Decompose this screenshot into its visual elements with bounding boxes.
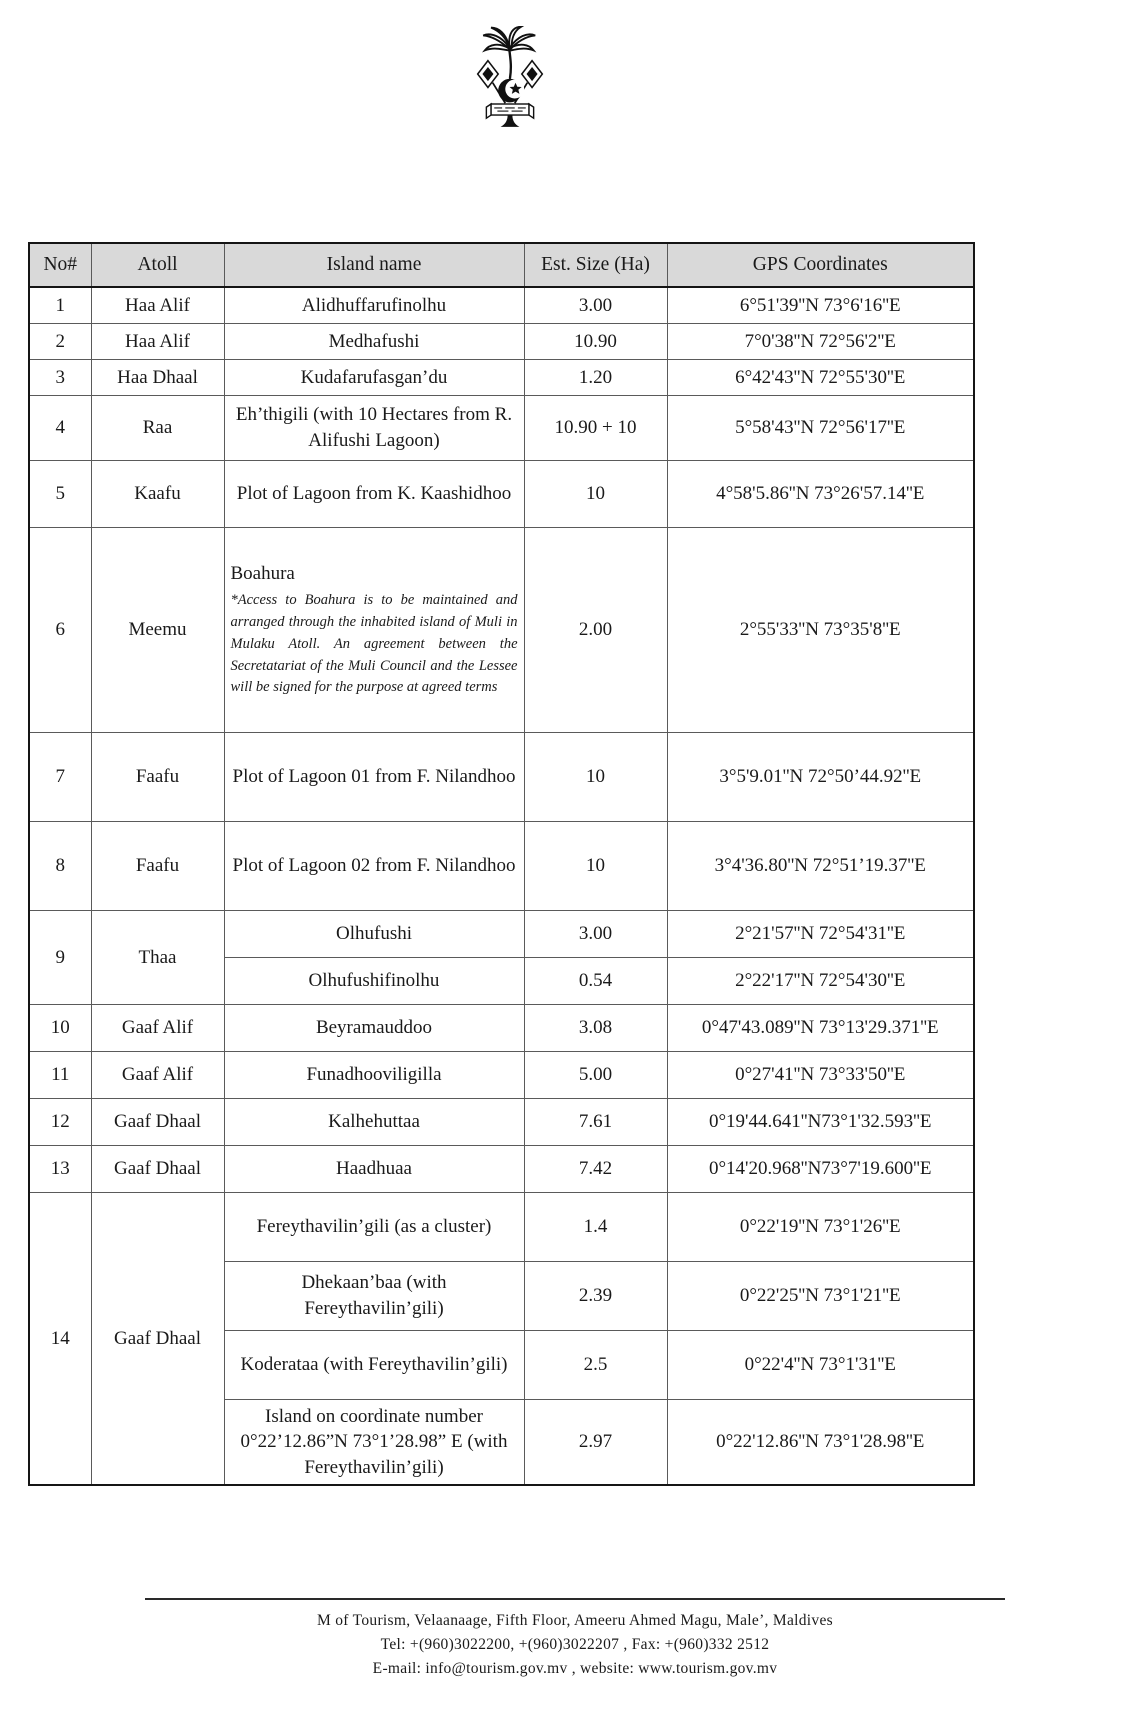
cell-atoll: Gaaf Dhaal [91, 1193, 224, 1486]
cell-atoll: Haa Alif [91, 324, 224, 360]
cell-no: 10 [29, 1005, 91, 1052]
cell-atoll: Kaafu [91, 461, 224, 528]
table-row [29, 911, 974, 958]
cell-gps: 0°27'41''N 73°33'50''E [667, 1052, 974, 1099]
cell-no: 8 [29, 822, 91, 911]
cell-size: 10 [524, 733, 667, 822]
cell-size: 2.5 [524, 1331, 667, 1400]
column-header-atoll: Atoll [91, 243, 224, 287]
cell-island: Haadhuaa [224, 1146, 524, 1193]
cell-island: Alidhuffarufinolhu [224, 287, 524, 324]
cell-island: Dhekaan’baa (with Fereythavilin’gili) [224, 1262, 524, 1331]
cell-gps: 2°22'17''N 72°54'30''E [667, 958, 974, 1005]
cell-size: 5.00 [524, 1052, 667, 1099]
cell-gps: 3°4'36.80''N 72°51’19.37''E [667, 822, 974, 911]
cell-no: 4 [29, 396, 91, 461]
cell-size: 2.97 [524, 1400, 667, 1486]
cell-gps: 7°0'38''N 72°56'2''E [667, 324, 974, 360]
cell-atoll: Gaaf Alif [91, 1005, 224, 1052]
cell-gps: 0°22'19''N 73°1'26''E [667, 1193, 974, 1262]
footer-address: M of Tourism, Velaanaage, Fifth Floor, Ameeru Ahmed Magu, Male’, Maldives [317, 1612, 833, 1629]
cell-size: 10.90 + 10 [524, 396, 667, 461]
cell-atoll: Haa Dhaal [91, 360, 224, 396]
islands-table [28, 242, 975, 1486]
cell-gps: 4°58'5.86''N 73°26'57.14''E [667, 461, 974, 528]
cell-atoll: Raa [91, 396, 224, 461]
cell-atoll: Haa Alif [91, 287, 224, 324]
cell-size: 10 [524, 461, 667, 528]
cell-no: 11 [29, 1052, 91, 1099]
cell-gps: 3°5'9.01''N 72°50’44.92''E [667, 733, 974, 822]
cell-gps: 0°47'43.089''N 73°13'29.371''E [667, 1005, 974, 1052]
cell-island: Plot of Lagoon 01 from F. Nilandhoo [224, 733, 524, 822]
cell-gps: 0°22'25''N 73°1'21''E [667, 1262, 974, 1331]
cell-no: 13 [29, 1146, 91, 1193]
cell-size: 7.61 [524, 1099, 667, 1146]
maldives-emblem [462, 26, 558, 130]
cell-no: 2 [29, 324, 91, 360]
cell-island: Olhufushi [224, 911, 524, 958]
cell-island: Koderataa (with Fereythavilin’gili) [224, 1331, 524, 1400]
cell-size: 0.54 [524, 958, 667, 1005]
table-row [29, 461, 974, 528]
cell-island: Fereythavilin’gili (as a cluster) [224, 1193, 524, 1262]
cell-atoll: Gaaf Alif [91, 1052, 224, 1099]
cell-gps: 6°42'43''N 72°55'30''E [667, 360, 974, 396]
cell-island: Kudafarufasgan’du [224, 360, 524, 396]
cell-size: 3.00 [524, 911, 667, 958]
cell-island: Plot of Lagoon 02 from F. Nilandhoo [224, 822, 524, 911]
cell-gps: 2°21'57''N 72°54'31''E [667, 911, 974, 958]
cell-no: 7 [29, 733, 91, 822]
cell-size: 3.08 [524, 1005, 667, 1052]
cell-gps: 0°14'20.968''N73°7'19.600''E [667, 1146, 974, 1193]
cell-no: 5 [29, 461, 91, 528]
cell-no: 14 [29, 1193, 91, 1486]
column-header-gps: GPS Coordinates [667, 243, 974, 287]
cell-size: 10 [524, 822, 667, 911]
cell-size: 2.39 [524, 1262, 667, 1331]
cell-size: 7.42 [524, 1146, 667, 1193]
table-row [29, 822, 974, 911]
column-header-size: Est. Size (Ha) [524, 243, 667, 287]
cell-atoll: Faafu [91, 822, 224, 911]
cell-island [224, 528, 524, 733]
cell-atoll: Gaaf Dhaal [91, 1099, 224, 1146]
cell-size: 2.00 [524, 528, 667, 733]
cell-island: Olhufushifinolhu [224, 958, 524, 1005]
cell-gps: 0°19'44.641''N73°1'32.593''E [667, 1099, 974, 1146]
cell-island: Medhafushi [224, 324, 524, 360]
island-access-note: *Access to Boahura is to be maintained and arranged through the inhabited island of Muli in Mulaku Atoll. An agreement between the Secretatariat of the Muli Council and the Lessee will be signed for the purpose at agreed terms [230, 592, 518, 696]
table-row [29, 1099, 974, 1146]
footer-phone: Tel: +(960)3022200, +(960)3022207 , Fax: +(960)332 2512 [380, 1636, 770, 1653]
column-header-island: Island name [224, 243, 524, 287]
cell-atoll: Gaaf Dhaal [91, 1146, 224, 1193]
cell-no: 3 [29, 360, 91, 396]
cell-island: Island on coordinate number 0°22’12.86”N 73°1’28.98” E (with Fereythavilin’gili) [224, 1400, 524, 1486]
cell-no: 1 [29, 287, 91, 324]
cell-gps: 0°22'4''N 73°1'31''E [667, 1331, 974, 1400]
island-name: Boahura [230, 562, 295, 584]
cell-gps: 5°58'43''N 72°56'17''E [667, 396, 974, 461]
cell-gps: 0°22'12.86''N 73°1'28.98''E [667, 1400, 974, 1486]
table-row [29, 1052, 974, 1099]
table-row [29, 360, 974, 396]
footer-email-website: E-mail: info@tourism.gov.mv , website: www.tourism.gov.mv [372, 1660, 778, 1677]
cell-island: Eh’thigili (with 10 Hectares from R. Alifushi Lagoon) [224, 396, 524, 461]
table-row [29, 1005, 974, 1052]
cell-size: 1.20 [524, 360, 667, 396]
column-header-no: No# [29, 243, 91, 287]
cell-no: 12 [29, 1099, 91, 1146]
cell-gps: 2°55'33''N 73°35'8''E [667, 528, 974, 733]
table-row [29, 528, 974, 733]
cell-size: 10.90 [524, 324, 667, 360]
cell-island: Beyramauddoo [224, 1005, 524, 1052]
header-row [29, 243, 974, 287]
cell-no: 9 [29, 911, 91, 1005]
cell-gps: 6°51'39''N 73°6'16''E [667, 287, 974, 324]
table-row [29, 324, 974, 360]
islands-table-wrapper [28, 242, 974, 1486]
cell-atoll: Thaa [91, 911, 224, 1005]
cell-size: 3.00 [524, 287, 667, 324]
table-row [29, 287, 974, 324]
cell-island: Plot of Lagoon from K. Kaashidhoo [224, 461, 524, 528]
cell-atoll: Meemu [91, 528, 224, 733]
cell-atoll: Faafu [91, 733, 224, 822]
table-row [29, 733, 974, 822]
cell-island: Funadhooviligilla [224, 1052, 524, 1099]
maldives-emblem-graphic [462, 26, 558, 130]
table-row [29, 1146, 974, 1193]
cell-island: Kalhehuttaa [224, 1099, 524, 1146]
cell-size: 1.4 [524, 1193, 667, 1262]
document-footer [145, 1598, 1005, 1681]
cell-no: 6 [29, 528, 91, 733]
table-row [29, 396, 974, 461]
table-row [29, 1193, 974, 1262]
